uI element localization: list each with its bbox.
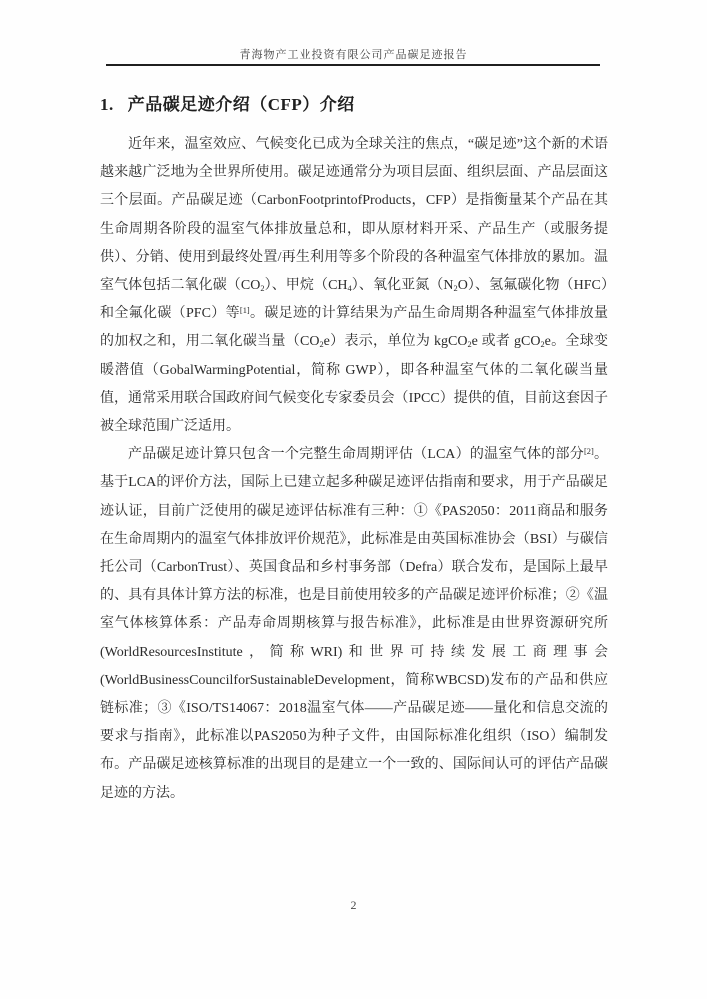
paragraphs [100, 131, 608, 808]
paragraph: 产品碳足迹计算只包含一个完整生命周期评估（LCA）的温室气体的部分[2]。基于LCA的评价方法，国际上已建立起多种碳足迹评估指南和要求，用于产品碳足迹认证，目前广泛使用的碳足迹评估标准有三种：①《PAS2050：2011商品和服务在生命周期内的温室气体排放评价规范》，此标准是由英国标准协会（BSI）与碳信托公司（CarbonTrust）、英国食品和乡村事务部（Defra）联合发布，是国际上最早的、具有具体计算方法的标准，也是目前使用较多的产品碳足迹评价标准；②《温室气体核算体系：产品寿命周期核算与报告标准》，此标准是由世界资源研究所(WorldResourcesInstitute，简称WRI)和世界可持续发展工商理事会(WorldBusinessCouncilforSustainableDevelopment，简称WBCSD)发布的产品和供应链标准；③《ISO/TS14067：2018温室气体——产品碳足迹——量化和信息交流的要求与指南》，此标准以PAS2050为种子文件，由国际标准化组织（ISO）编制发布。产品碳足迹核算标准的出现目的是建立一个一致的、国际间认可的评估产品碳足迹的方法。 [100, 447, 609, 801]
section-heading-number: 1. [100, 95, 114, 114]
page-header-title: 青海物产工业投资有限公司产品碳足迹报告 [239, 49, 468, 61]
header-divider [106, 64, 600, 66]
section-heading [100, 90, 608, 115]
page-number: 2 [350, 898, 357, 912]
section-heading-title: 产品碳足迹介绍（CFP）介绍 [127, 95, 355, 114]
paragraph: 近年来，温室效应、气候变化已成为全球关注的焦点，“碳足迹”这个新的术语越来越广泛地为全世界所使用。碳足迹通常分为项目层面、组织层面、产品层面这三个层面。产品碳足迹（CarbonFootprintofProducts，CFP）是指衡量某个产品在其生命周期各阶段的温室气体排放量总和，即从原材料开采、产品生产（或服务提供）、分销、使用到最终处置/再生利用等多个阶段的各种温室气体排放的累加。温室气体包括二氧化碳$(CO_2)$、甲烷$(CH_4)$、氧化亚氮$(N_2O)$、氢氟碳化物（HFC）和全氟化碳（PFC）等[1]。碳足迹的计算结果为产品生命周期各种温室气体排放量的加权之和，用二氧化碳当量$(CO_2e)$表示，单位为 kgCO$_2$e 或者 gCO$_2$e。全球变暖潜值（GobalWarmingPotential，简称 GWP），即各种温室气体的二氧化碳当量值，通常采用联合国政府间气候变化专家委员会（IPCC）提供的值，目前这套因子被全球范围广泛适用。 [100, 137, 609, 435]
